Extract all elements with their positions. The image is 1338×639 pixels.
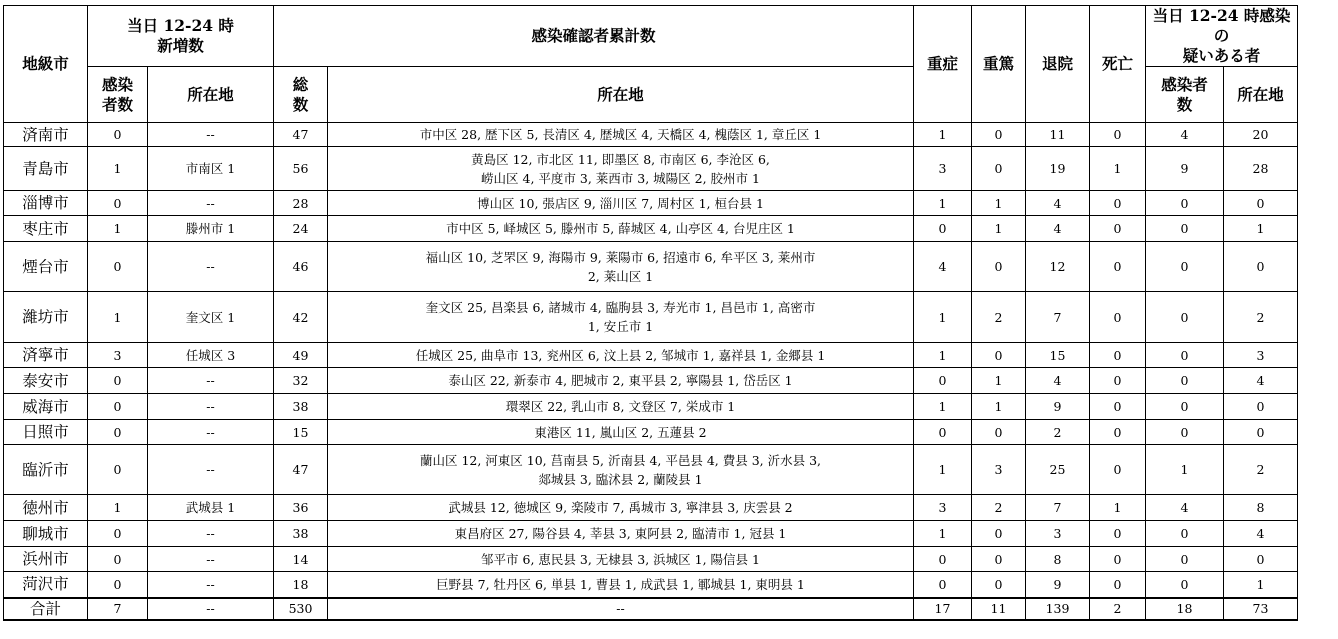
- deaths-cell: 0: [1090, 445, 1146, 495]
- new-location-cell: --: [148, 394, 274, 420]
- table-row: [4, 368, 1298, 394]
- total-location-cell: --: [328, 598, 914, 620]
- new-count-cell: 0: [88, 242, 148, 292]
- new-count-cell: 3: [88, 343, 148, 368]
- deaths-cell: 0: [1090, 572, 1146, 598]
- location-cell: 博山区 10, 張店区 9, 淄川区 7, 周村区 1, 桓台县 1: [328, 191, 914, 216]
- discharged-cell: 25: [1026, 445, 1090, 495]
- suspected-location-cell: 20: [1224, 123, 1298, 147]
- suspected-count-cell: 1: [1146, 445, 1224, 495]
- suspected-count-cell: 0: [1146, 547, 1224, 572]
- discharged-cell: 12: [1026, 242, 1090, 292]
- suspected-count-cell: 0: [1146, 394, 1224, 420]
- discharged-cell: 8: [1026, 547, 1090, 572]
- header-suspected-count: 感染者 数: [1146, 67, 1224, 123]
- table-row: [4, 343, 1298, 368]
- table-row: [4, 292, 1298, 343]
- critical-cell: 0: [972, 343, 1026, 368]
- table-row: [4, 216, 1298, 242]
- severe-cell: 3: [914, 495, 972, 521]
- total-cell: 46: [274, 242, 328, 292]
- discharged-cell: 19: [1026, 147, 1090, 191]
- severe-cell: 1: [914, 191, 972, 216]
- city-cell: 日照市: [4, 420, 88, 445]
- suspected-count-cell: 9: [1146, 147, 1224, 191]
- critical-cell: 0: [972, 547, 1026, 572]
- discharged-cell: 4: [1026, 191, 1090, 216]
- severe-cell: 0: [914, 420, 972, 445]
- table-row: [4, 495, 1298, 521]
- severe-cell: 1: [914, 123, 972, 147]
- location-cell: 蘭山区 12, 河東区 10, 莒南县 5, 沂南县 4, 平邑县 4, 費县 3, 沂水县 3, 郯城县 3, 臨沭县 2, 蘭陵县 1: [328, 445, 914, 495]
- new-location-cell: --: [148, 420, 274, 445]
- suspected-count-cell: 0: [1146, 572, 1224, 598]
- critical-cell: 2: [972, 292, 1026, 343]
- header-new-infected: 感染 者数: [88, 67, 148, 123]
- location-cell: 武城县 12, 徳城区 9, 楽陵市 7, 禹城市 3, 寧津县 3, 庆雲县 2: [328, 495, 914, 521]
- total-cell: 47: [274, 445, 328, 495]
- suspected-count-cell: 4: [1146, 495, 1224, 521]
- deaths-cell: 0: [1090, 394, 1146, 420]
- critical-cell: 0: [972, 242, 1026, 292]
- new-count-cell: 0: [88, 368, 148, 394]
- new-location-cell: 市南区 1: [148, 147, 274, 191]
- severe-cell: 1: [914, 343, 972, 368]
- suspected-location-cell: 0: [1224, 420, 1298, 445]
- new-count-cell: 0: [88, 123, 148, 147]
- suspected-count-cell: 0: [1146, 242, 1224, 292]
- deaths-cell: 1: [1090, 495, 1146, 521]
- table-row: [4, 445, 1298, 495]
- suspected-count-cell: 0: [1146, 216, 1224, 242]
- total-cell: 38: [274, 521, 328, 547]
- header-new-location: 所在地: [148, 67, 274, 123]
- suspected-location-cell: 2: [1224, 292, 1298, 343]
- suspected-location-cell: 4: [1224, 368, 1298, 394]
- new-count-cell: 1: [88, 495, 148, 521]
- severe-cell: 0: [914, 216, 972, 242]
- new-count-cell: 0: [88, 572, 148, 598]
- location-cell: 任城区 25, 曲阜市 13, 兖州区 6, 汶上县 2, 邹城市 1, 嘉祥县 1, 金郷县 1: [328, 343, 914, 368]
- discharged-cell: 9: [1026, 572, 1090, 598]
- deaths-cell: 1: [1090, 147, 1146, 191]
- critical-cell: 1: [972, 191, 1026, 216]
- suspected-location-cell: 28: [1224, 147, 1298, 191]
- severe-cell: 1: [914, 292, 972, 343]
- new-location-cell: --: [148, 242, 274, 292]
- table-row: [4, 123, 1298, 147]
- suspected-location-cell: 2: [1224, 445, 1298, 495]
- severe-cell: 0: [914, 368, 972, 394]
- critical-cell: 1: [972, 394, 1026, 420]
- deaths-cell: 0: [1090, 292, 1146, 343]
- new-location-cell: --: [148, 572, 274, 598]
- location-cell: 黄島区 12, 市北区 11, 即墨区 8, 市南区 6, 李沧区 6, 崂山区 4, 平度市 3, 莱西市 3, 城陽区 2, 胶州市 1: [328, 147, 914, 191]
- suspected-count-cell: 4: [1146, 123, 1224, 147]
- critical-cell: 0: [972, 521, 1026, 547]
- infection-table: [3, 5, 1298, 621]
- suspected-location-cell: 4: [1224, 521, 1298, 547]
- suspected-count-cell: 0: [1146, 521, 1224, 547]
- discharged-cell: 7: [1026, 292, 1090, 343]
- location-cell: 邹平市 6, 恵民县 3, 无棣县 3, 浜城区 1, 陽信县 1: [328, 547, 914, 572]
- total-total-cell: 530: [274, 598, 328, 620]
- deaths-cell: 0: [1090, 521, 1146, 547]
- critical-cell: 0: [972, 572, 1026, 598]
- discharged-cell: 9: [1026, 394, 1090, 420]
- total-cell: 49: [274, 343, 328, 368]
- total-row: [4, 598, 1298, 620]
- new-location-cell: --: [148, 445, 274, 495]
- suspected-location-cell: 1: [1224, 572, 1298, 598]
- total-cell: 15: [274, 420, 328, 445]
- header-deaths: 死亡: [1090, 6, 1146, 123]
- header-total: 総 数: [274, 67, 328, 123]
- deaths-cell: 0: [1090, 343, 1146, 368]
- discharged-cell: 7: [1026, 495, 1090, 521]
- deaths-cell: 0: [1090, 191, 1146, 216]
- new-count-cell: 0: [88, 521, 148, 547]
- new-count-cell: 0: [88, 547, 148, 572]
- discharged-cell: 11: [1026, 123, 1090, 147]
- location-cell: 巨野县 7, 牡丹区 6, 単县 1, 曹县 1, 成武县 1, 鄆城县 1, 東明县 1: [328, 572, 914, 598]
- location-cell: 東昌府区 27, 陽谷县 4, 莘县 3, 東阿县 2, 臨清市 1, 冠县 1: [328, 521, 914, 547]
- total-cell: 28: [274, 191, 328, 216]
- city-cell: 浜州市: [4, 547, 88, 572]
- suspected-location-cell: 0: [1224, 547, 1298, 572]
- severe-cell: 0: [914, 572, 972, 598]
- total-cell: 56: [274, 147, 328, 191]
- location-cell: 環翠区 22, 乳山市 8, 文登区 7, 栄成市 1: [328, 394, 914, 420]
- header-severe: 重症: [914, 6, 972, 123]
- location-cell: 東港区 11, 嵐山区 2, 五蓮县 2: [328, 420, 914, 445]
- total-cell: 42: [274, 292, 328, 343]
- new-count-cell: 1: [88, 216, 148, 242]
- severe-cell: 1: [914, 394, 972, 420]
- total-severe-cell: 17: [914, 598, 972, 620]
- total-cell: 18: [274, 572, 328, 598]
- suspected-location-cell: 8: [1224, 495, 1298, 521]
- deaths-cell: 0: [1090, 547, 1146, 572]
- severe-cell: 4: [914, 242, 972, 292]
- suspected-count-cell: 0: [1146, 191, 1224, 216]
- total-cell: 24: [274, 216, 328, 242]
- location-cell: 奎文区 25, 昌楽县 6, 諸城市 4, 臨朐县 3, 寿光市 1, 昌邑市 1, 高密市 1, 安丘市 1: [328, 292, 914, 343]
- location-cell: 福山区 10, 芝罘区 9, 海陽市 9, 莱陽市 6, 招遠市 6, 牟平区 3, 莱州市 2, 莱山区 1: [328, 242, 914, 292]
- header-critical: 重篤: [972, 6, 1026, 123]
- critical-cell: 0: [972, 147, 1026, 191]
- total-cell: 14: [274, 547, 328, 572]
- critical-cell: 0: [972, 420, 1026, 445]
- table-row: [4, 191, 1298, 216]
- total-cell: 38: [274, 394, 328, 420]
- total-cell: 36: [274, 495, 328, 521]
- suspected-location-cell: 0: [1224, 191, 1298, 216]
- discharged-cell: 15: [1026, 343, 1090, 368]
- suspected-location-cell: 0: [1224, 242, 1298, 292]
- deaths-cell: 0: [1090, 420, 1146, 445]
- prefecture-table-wrapper: [3, 5, 1298, 621]
- location-cell: 市中区 5, 峄城区 5, 滕州市 5, 薛城区 4, 山亭区 4, 台児庄区 1: [328, 216, 914, 242]
- suspected-count-cell: 0: [1146, 368, 1224, 394]
- new-location-cell: --: [148, 123, 274, 147]
- total-new-location-cell: --: [148, 598, 274, 620]
- city-cell: 煙台市: [4, 242, 88, 292]
- city-cell: 済南市: [4, 123, 88, 147]
- location-cell: 市中区 28, 歴下区 5, 長清区 4, 歴城区 4, 天橋区 4, 槐蔭区 1, 章丘区 1: [328, 123, 914, 147]
- new-location-cell: 任城区 3: [148, 343, 274, 368]
- header-suspected-location: 所在地: [1224, 67, 1298, 123]
- table-row: [4, 572, 1298, 598]
- city-cell: 濰坊市: [4, 292, 88, 343]
- table-row: [4, 420, 1298, 445]
- discharged-cell: 2: [1026, 420, 1090, 445]
- critical-cell: 1: [972, 216, 1026, 242]
- critical-cell: 0: [972, 123, 1026, 147]
- new-location-cell: 滕州市 1: [148, 216, 274, 242]
- new-location-cell: --: [148, 368, 274, 394]
- total-new-count-cell: 7: [88, 598, 148, 620]
- suspected-count-cell: 0: [1146, 343, 1224, 368]
- city-cell: 臨沂市: [4, 445, 88, 495]
- severe-cell: 3: [914, 147, 972, 191]
- city-cell: 淄博市: [4, 191, 88, 216]
- city-cell: 菏沢市: [4, 572, 88, 598]
- new-count-cell: 0: [88, 445, 148, 495]
- new-location-cell: 武城县 1: [148, 495, 274, 521]
- suspected-location-cell: 0: [1224, 394, 1298, 420]
- critical-cell: 3: [972, 445, 1026, 495]
- severe-cell: 1: [914, 521, 972, 547]
- total-cell: 47: [274, 123, 328, 147]
- table-row: [4, 521, 1298, 547]
- table-body: [4, 123, 1298, 620]
- suspected-count-cell: 0: [1146, 292, 1224, 343]
- header-city: 地級市: [4, 6, 88, 123]
- deaths-cell: 0: [1090, 216, 1146, 242]
- header-suspected: 当日 12-24 時感染の 疑いある者: [1146, 6, 1298, 67]
- suspected-count-cell: 0: [1146, 420, 1224, 445]
- new-location-cell: 奎文区 1: [148, 292, 274, 343]
- discharged-cell: 4: [1026, 368, 1090, 394]
- deaths-cell: 0: [1090, 368, 1146, 394]
- new-location-cell: --: [148, 547, 274, 572]
- city-cell: 青島市: [4, 147, 88, 191]
- new-count-cell: 0: [88, 394, 148, 420]
- city-cell: 泰安市: [4, 368, 88, 394]
- header-discharged: 退院: [1026, 6, 1090, 123]
- new-count-cell: 0: [88, 420, 148, 445]
- city-cell: 威海市: [4, 394, 88, 420]
- severe-cell: 1: [914, 445, 972, 495]
- total-city-cell: 合計: [4, 598, 88, 620]
- suspected-location-cell: 1: [1224, 216, 1298, 242]
- new-count-cell: 0: [88, 191, 148, 216]
- critical-cell: 1: [972, 368, 1026, 394]
- total-deaths-cell: 2: [1090, 598, 1146, 620]
- discharged-cell: 4: [1026, 216, 1090, 242]
- table-row: [4, 394, 1298, 420]
- total-cell: 32: [274, 368, 328, 394]
- new-location-cell: --: [148, 521, 274, 547]
- deaths-cell: 0: [1090, 242, 1146, 292]
- city-cell: 徳州市: [4, 495, 88, 521]
- city-cell: 済寧市: [4, 343, 88, 368]
- city-cell: 枣庄市: [4, 216, 88, 242]
- total-suspected-location-cell: 73: [1224, 598, 1298, 620]
- new-count-cell: 1: [88, 292, 148, 343]
- deaths-cell: 0: [1090, 123, 1146, 147]
- table-row: [4, 147, 1298, 191]
- header-cum-location: 所在地: [328, 67, 914, 123]
- severe-cell: 0: [914, 547, 972, 572]
- total-critical-cell: 11: [972, 598, 1026, 620]
- location-cell: 泰山区 22, 新泰市 4, 肥城市 2, 東平县 2, 寧陽县 1, 岱岳区 1: [328, 368, 914, 394]
- suspected-location-cell: 3: [1224, 343, 1298, 368]
- discharged-cell: 3: [1026, 521, 1090, 547]
- new-count-cell: 1: [88, 147, 148, 191]
- total-suspected-count-cell: 18: [1146, 598, 1224, 620]
- table-row: [4, 547, 1298, 572]
- city-cell: 聊城市: [4, 521, 88, 547]
- header-cumulative: 感染確認者累計数: [274, 6, 914, 67]
- header-new-today: 当日 12-24 時 新増数: [88, 6, 274, 67]
- critical-cell: 2: [972, 495, 1026, 521]
- table-row: [4, 242, 1298, 292]
- new-location-cell: --: [148, 191, 274, 216]
- total-discharged-cell: 139: [1026, 598, 1090, 620]
